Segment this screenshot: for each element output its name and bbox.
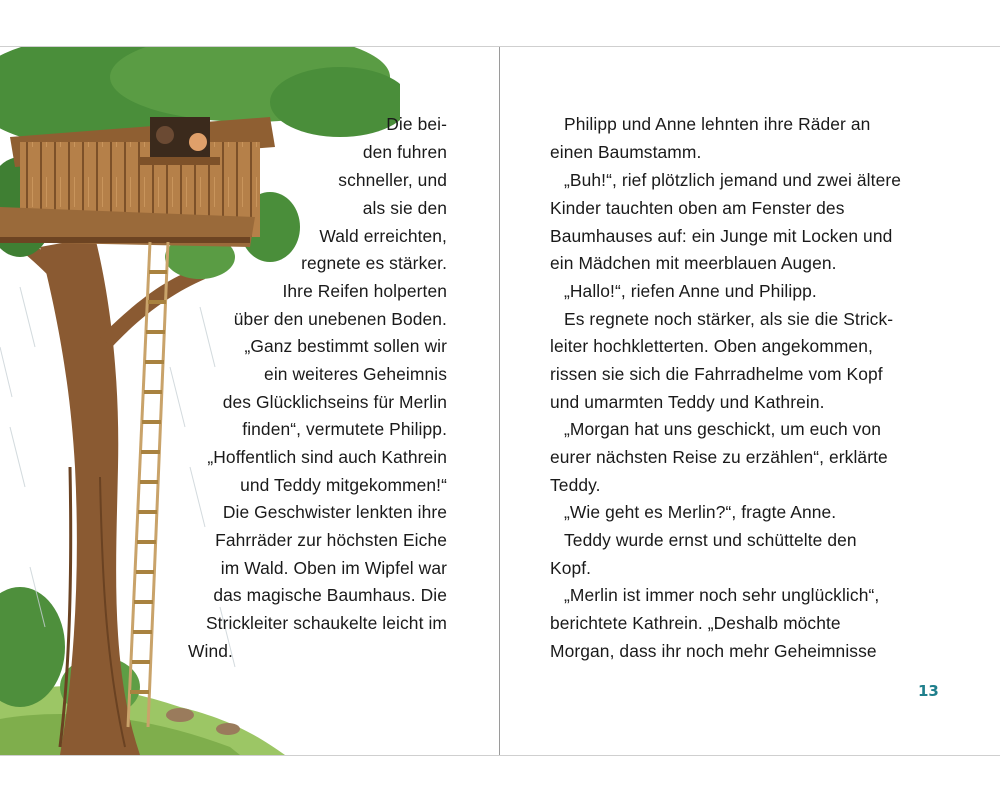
- text-line: „Wie geht es Merlin?“, fragte Anne.: [564, 502, 837, 522]
- text-line: „Morgan hat uns geschickt, um euch von: [564, 419, 881, 439]
- text-line: Kopf.: [550, 558, 592, 578]
- text-line: Philipp und Anne lehnten ihre Räder an: [564, 114, 871, 134]
- text-line: als sie den: [362, 198, 447, 218]
- text-line: ein weiteres Geheimnis: [264, 364, 447, 384]
- text-line: einen Baumstamm.: [550, 142, 702, 162]
- text-line: Die bei-: [386, 114, 447, 134]
- text-line: Teddy.: [550, 475, 601, 495]
- text-line: Wald erreichten,: [319, 226, 447, 246]
- text-line: rissen sie sich die Fahrradhelme vom Kopf: [550, 364, 883, 384]
- text-line: „Hoffentlich sind auch Kathrein: [207, 447, 447, 467]
- text-line: „Merlin ist immer noch sehr unglücklich“,: [564, 585, 880, 605]
- text-line: Ihre Reifen holperten: [282, 281, 447, 301]
- page-gutter: [499, 47, 500, 755]
- text-line: im Wald. Oben im Wipfel war: [220, 558, 447, 578]
- text-line: den fuhren: [362, 142, 447, 162]
- left-page: [0, 47, 499, 755]
- text-line: „Buh!“, rief plötzlich jemand und zwei ältere: [564, 170, 902, 190]
- text-line: und Teddy mitgekommen!“: [240, 475, 447, 495]
- text-line: Es regnete noch stärker, als sie die Strick-: [564, 309, 894, 329]
- text-line: das magische Baumhaus. Die: [213, 585, 447, 605]
- text-line: über den unebenen Boden.: [233, 309, 447, 329]
- book-spread: [0, 46, 1000, 756]
- text-line: schneller, und: [338, 170, 447, 190]
- text-line: „Hallo!“, riefen Anne und Philipp.: [564, 281, 817, 301]
- text-line: Morgan, dass ihr noch mehr Geheimnisse: [550, 641, 877, 661]
- text-line: berichtete Kathrein. „Deshalb möchte: [550, 613, 841, 633]
- text-line: leiter hochkletterten. Oben angekommen,: [550, 336, 873, 356]
- text-line: regnete es stärker.: [301, 253, 447, 273]
- page-number: 13: [918, 682, 939, 700]
- text-line: und umarmten Teddy und Kathrein.: [550, 392, 825, 412]
- text-line: Strickleiter schaukelte leicht im: [205, 613, 447, 633]
- text-line: Teddy wurde ernst und schüttelte den: [564, 530, 857, 550]
- text-line: Fahrräder zur höchsten Eiche: [215, 530, 447, 550]
- text-line: des Glücklichseins für Merlin: [222, 392, 447, 412]
- text-line: Baumhauses auf: ein Junge mit Locken und: [550, 226, 893, 246]
- right-page: [501, 47, 1000, 755]
- text-line: Wind.: [188, 641, 233, 661]
- text-line: Die Geschwister lenkten ihre: [222, 502, 447, 522]
- text-line: eurer nächsten Reise zu erzählen“, erklärte: [550, 447, 888, 467]
- text-line: Kinder tauchten oben am Fenster des: [550, 198, 845, 218]
- text-line: ein Mädchen mit meerblauen Augen.: [550, 253, 837, 273]
- text-line: finden“, vermutete Philipp.: [242, 419, 447, 439]
- text-line: „Ganz bestimmt sollen wir: [244, 336, 447, 356]
